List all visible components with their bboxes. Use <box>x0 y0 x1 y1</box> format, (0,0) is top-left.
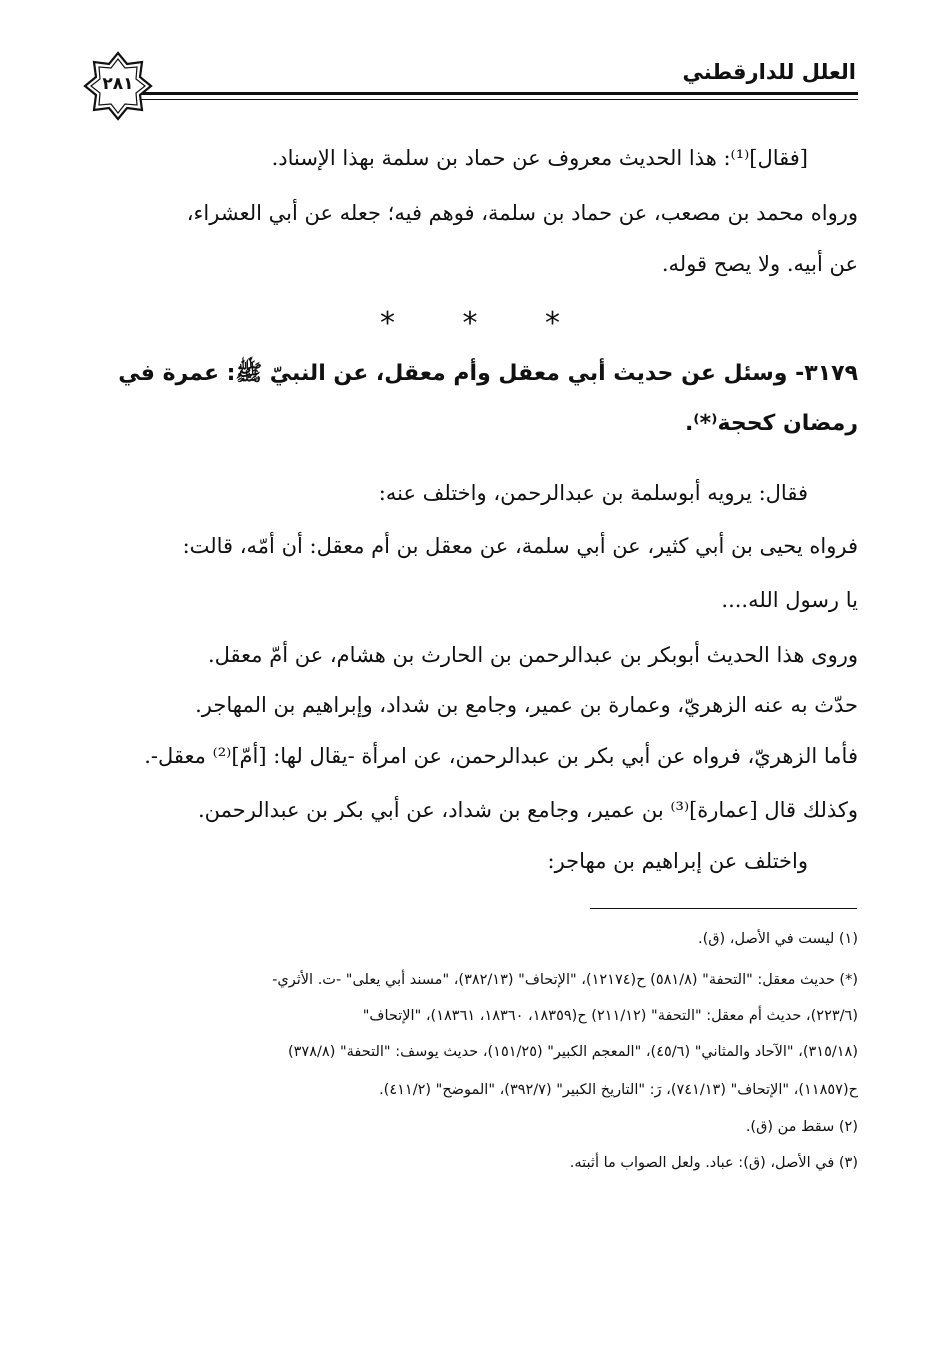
footnote: (٢٢٣/٦)، حديث أم معقل: "التحفة" (٢١١/١٢) ح(١٨٣٥٩، ١٨٣٦٠، ١٨٣٦١)، "الإتحاف" <box>362 1008 858 1024</box>
text-line: فرواه يحيى بن أبي كثير، عن أبي سلمة، عن معقل بن أم معقل: أن أمّه، قالت: <box>182 534 858 558</box>
running-title: العلل للدارقطني <box>682 60 856 84</box>
header-rule-thin <box>140 99 858 100</box>
page-number: ٢٨١ <box>102 74 134 94</box>
star: * <box>380 306 395 341</box>
header-rule-thick <box>140 92 858 95</box>
section-separator <box>380 306 560 341</box>
footnote: (١) ليست في الأصل، (ق). <box>698 931 858 947</box>
footnote-separator <box>590 908 857 909</box>
text-line: [فقال]⁽¹⁾: هذا الحديث معروف عن حماد بن سلمة بهذا الإسناد. <box>271 146 808 170</box>
star: * <box>545 306 560 341</box>
text-line: حدّث به عنه الزهريّ، وعمارة بن عمير، وجامع بن شداد، وإبراهيم بن المهاجر. <box>195 693 858 717</box>
star: * <box>462 306 478 341</box>
text-line: عن أبيه. ولا يصح قوله. <box>661 252 858 276</box>
footnote: (٢) سقط من (ق). <box>745 1119 858 1135</box>
text-line: فأما الزهريّ، فرواه عن أبي بكر بن عبدالرحمن، عن امرأة -يقال لها: [أمّ]⁽²⁾ معقل-. <box>144 744 858 768</box>
footnote: (٣) في الأصل، (ق): عباد. ولعل الصواب ما أثبته. <box>569 1155 858 1171</box>
text-line: فقال: يرويه أبوسلمة بن عبدالرحمن، واختلف عنه: <box>378 481 808 505</box>
footnote: (٣١٥/١٨)، "الآحاد والمثاني" (٤٥/٦)، "المعجم الكبير" (١٥١/٢٥)، حديث يوسف: "التحفة" (٣٧٨/٨) <box>287 1044 858 1060</box>
footnote: (*) حديث معقل: "التحفة" (٥٨١/٨) ح(١٢١٧٤)، "الإتحاف" (٣٨٢/١٣)، "مسند أبي يعلى" -ت. الأثري- <box>272 972 858 988</box>
footnote: ح(١١٨٥٧)، "الإتحاف" (٧٤١/١٣)، رَ: "التاريخ الكبير" (٣٩٢/٧)، "الموضح" (٤١١/٢). <box>379 1082 858 1098</box>
text-line: واختلف عن إبراهيم بن مهاجر: <box>547 849 808 873</box>
hadith-heading-line: رمضان كحجة⁽*⁾. <box>684 411 858 436</box>
text-line: يا رسول الله.... <box>721 588 858 612</box>
text-line: وروى هذا الحديث أبوبكر بن عبدالرحمن بن الحارث بن هشام، عن أمّ معقل. <box>207 643 858 667</box>
text-line: ورواه محمد بن مصعب، عن حماد بن سلمة، فوهم فيه؛ جعله عن أبي العشراء، <box>186 201 858 225</box>
text-line: وكذلك قال [عمارة]⁽³⁾ بن عمير، وجامع بن شداد، عن أبي بكر بن عبدالرحمن. <box>197 798 858 822</box>
hadith-heading-line: ٣١٧٩- وسئل عن حديث أبي معقل وأم معقل، عن النبيّ ﷺ: عمرة في <box>118 361 858 386</box>
